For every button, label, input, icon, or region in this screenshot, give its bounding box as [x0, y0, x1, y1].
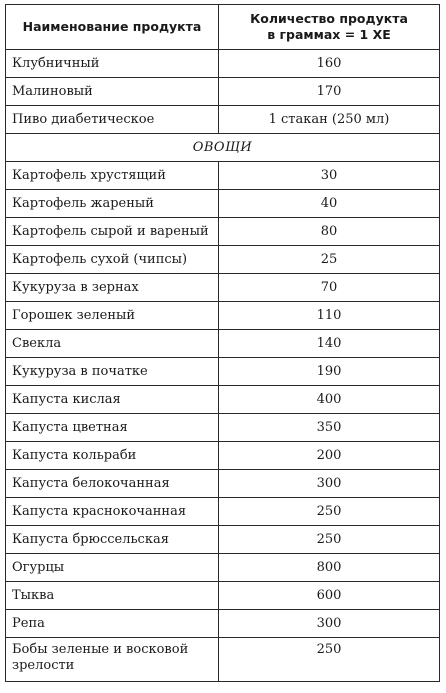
table-row — [6, 106, 440, 134]
table-row — [6, 162, 440, 190]
table-row — [6, 218, 440, 246]
product-name-cell: Пиво диабетическое — [6, 106, 219, 134]
product-name-cell: Огурцы — [6, 554, 219, 582]
header-quantity-line1: Количество продукта — [250, 11, 408, 26]
header-quantity-line2: в граммах = 1 ХЕ — [267, 27, 391, 42]
product-name-cell: Тыква — [6, 582, 219, 610]
product-quantity-cell: 1 стакан (250 мл) — [219, 106, 440, 134]
product-name-cell: Капуста цветная — [6, 414, 219, 442]
table-row — [6, 442, 440, 470]
product-name-cell: Малиновый — [6, 78, 219, 106]
table-header-row — [6, 5, 440, 50]
product-name-cell: Кукуруза в зернах — [6, 274, 219, 302]
product-quantity-cell: 800 — [219, 554, 440, 582]
product-quantity-cell: 300 — [219, 610, 440, 638]
product-quantity-cell: 190 — [219, 358, 440, 386]
header-product-name: Наименование продукта — [6, 5, 219, 50]
table-row — [6, 498, 440, 526]
header-quantity — [219, 5, 440, 50]
product-name-cell: Картофель жареный — [6, 190, 219, 218]
product-name-cell: Картофель хрустящий — [6, 162, 219, 190]
table-row — [6, 246, 440, 274]
product-quantity-cell: 250 — [219, 526, 440, 554]
product-xe-table-container — [5, 4, 439, 682]
table-row — [6, 190, 440, 218]
product-name-cell: Капуста брюссельская — [6, 526, 219, 554]
table-row — [6, 610, 440, 638]
section-row — [6, 134, 440, 162]
product-quantity-cell: 600 — [219, 582, 440, 610]
table-row — [6, 358, 440, 386]
product-quantity-cell: 25 — [219, 246, 440, 274]
table-row — [6, 554, 440, 582]
section-title-vegetables: ОВОЩИ — [6, 134, 440, 162]
product-name-cell: Свекла — [6, 330, 219, 358]
product-name-cell: Капуста кольраби — [6, 442, 219, 470]
product-name-cell: Бобы зеленые и восковой зрелости — [6, 638, 219, 682]
product-quantity-cell: 70 — [219, 274, 440, 302]
product-quantity-cell: 40 — [219, 190, 440, 218]
product-name-cell: Картофель сырой и вареный — [6, 218, 219, 246]
product-name-cell: Картофель сухой (чипсы) — [6, 246, 219, 274]
table-row — [6, 470, 440, 498]
table-row — [6, 50, 440, 78]
product-name-cell: Капуста краснокочанная — [6, 498, 219, 526]
table-row — [6, 638, 440, 682]
product-name-cell: Капуста кислая — [6, 386, 219, 414]
product-quantity-cell: 160 — [219, 50, 440, 78]
table-body — [6, 50, 440, 682]
product-quantity-cell: 30 — [219, 162, 440, 190]
product-name-cell: Капуста белокочанная — [6, 470, 219, 498]
product-quantity-cell: 300 — [219, 470, 440, 498]
product-xe-table — [5, 4, 440, 682]
table-row — [6, 414, 440, 442]
table-row — [6, 78, 440, 106]
product-quantity-cell: 200 — [219, 442, 440, 470]
product-quantity-cell: 170 — [219, 78, 440, 106]
product-name-cell: Кукуруза в початке — [6, 358, 219, 386]
product-quantity-cell: 80 — [219, 218, 440, 246]
table-row — [6, 582, 440, 610]
table-row — [6, 302, 440, 330]
table-row — [6, 330, 440, 358]
table-row — [6, 386, 440, 414]
product-quantity-cell: 400 — [219, 386, 440, 414]
product-quantity-cell: 350 — [219, 414, 440, 442]
product-quantity-cell: 140 — [219, 330, 440, 358]
product-name-cell: Клубничный — [6, 50, 219, 78]
product-quantity-cell: 110 — [219, 302, 440, 330]
product-name-cell: Горошек зеленый — [6, 302, 219, 330]
product-quantity-cell: 250 — [219, 498, 440, 526]
product-quantity-cell: 250 — [219, 638, 440, 682]
table-row — [6, 274, 440, 302]
product-name-cell: Репа — [6, 610, 219, 638]
table-row — [6, 526, 440, 554]
